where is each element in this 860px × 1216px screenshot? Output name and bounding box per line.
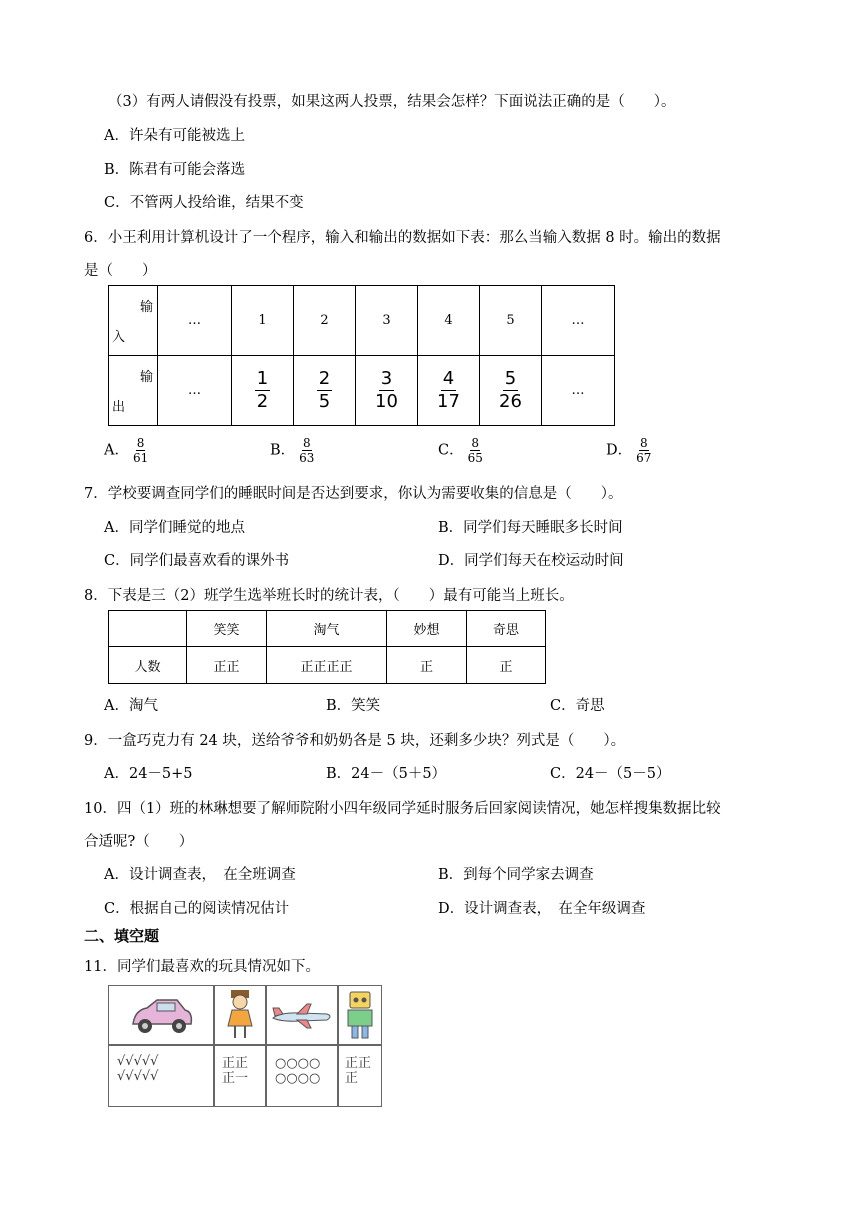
q6-row1-label: 输 入	[109, 286, 158, 356]
q8-vote-table	[108, 610, 546, 684]
q11-marks-doll: 正正 正一	[222, 1056, 249, 1086]
q6-option-c: C． $\frac{8}{65}$	[438, 436, 483, 465]
q5-3-option-c: C．不管两人投给谁，结果不变	[104, 195, 304, 211]
q8-stem: 8．下表是三（2）班学生选举班长时的统计表，（ ）最有可能当上班长。	[84, 588, 574, 604]
q7-option-d: D．同学们每天在校运动时间	[438, 553, 624, 569]
q6-input-5: 5	[480, 286, 542, 356]
q8-tally-xiaoxiao: 正正	[187, 647, 267, 684]
q8-tally-taoqi: 正正正正	[267, 647, 387, 684]
q5-3-option-a: A．许朵有可能被选上	[104, 128, 245, 144]
q6-input-2: 2	[294, 286, 356, 356]
q9-stem: 9．一盒巧克力有 24 块，送给爷爷和奶奶各是 5 块，还剩多少块？列式是（ ）。	[84, 733, 626, 749]
q6-stem-line2: 是（ ）	[84, 263, 157, 279]
q6-output-3: $\frac{3}{10}$	[356, 356, 418, 426]
q8-header-miaoxiang: 妙想	[387, 611, 467, 647]
q8-header-taoqi: 淘气	[267, 611, 387, 647]
q7-option-a: A．同学们睡觉的地点	[104, 520, 245, 536]
q8-row-label: 人数	[109, 647, 187, 684]
q6-input-ellipsis-right: …	[542, 286, 615, 356]
q6-input-4: 4	[418, 286, 480, 356]
q11-marks-robot: 正正 正	[345, 1056, 372, 1086]
q11-toy-table	[108, 985, 382, 1107]
q8-header-xiaoxiao: 笑笑	[187, 611, 267, 647]
q6-option-d: D． $\frac{8}{67}$	[606, 436, 652, 465]
q8-option-b: B．笑笑	[326, 698, 381, 714]
doll-icon	[223, 988, 257, 1046]
q7-option-c: C．同学们最喜欢看的课外书	[104, 553, 290, 569]
q6-row2-label: 输 出	[109, 356, 158, 426]
q8-option-c: C．奇思	[550, 698, 605, 714]
q8-tally-qisi: 正	[467, 647, 546, 684]
q6-option-b: B． $\frac{8}{63}$	[270, 436, 315, 465]
q7-stem: 7．学校要调查同学们的睡眠时间是否达到要求，你认为需要收集的信息是（ ）。	[84, 486, 623, 502]
q6-output-ellipsis-left: …	[158, 356, 232, 426]
q6-output-ellipsis-right: …	[542, 356, 615, 426]
q10-stem-line2: 合适呢?（ ）	[84, 834, 194, 850]
q6-input-3: 3	[356, 286, 418, 356]
q11-marks-airplane: ○○○○ ○○○○	[275, 1056, 321, 1086]
q9-option-a: A．24－5+5	[104, 766, 193, 782]
car-icon	[127, 996, 197, 1040]
q10-option-d: D．设计调查表， 在全年级调查	[438, 901, 646, 917]
q6-io-table	[108, 285, 615, 426]
q6-input-1: 1	[232, 286, 294, 356]
q6-option-a: A． $\frac{8}{61}$	[104, 436, 149, 465]
q10-option-b: B．到每个同学家去调查	[438, 867, 594, 883]
q5-3-stem: （3）有两人请假没有投票，如果这两人投票，结果会怎样？下面说法正确的是（ ）。	[108, 94, 676, 110]
q6-stem-line1: 6．小王利用计算机设计了一个程序，输入和输出的数据如下表：那么当输入数据 8 时。输出的数据	[84, 230, 721, 246]
q11-marks-car: √√√√√ √√√√√	[117, 1054, 159, 1084]
q10-option-a: A．设计调查表， 在全班调查	[104, 867, 296, 883]
q6-output-5: $\frac{5}{26}$	[480, 356, 542, 426]
q8-header-blank	[109, 611, 187, 647]
q6-output-1: $\frac{1}{2}$	[232, 356, 294, 426]
q6-output-2: $\frac{2}{5}$	[294, 356, 356, 426]
q10-stem-line1: 10．四（1）班的林琳想要了解师院附小四年级同学延时服务后回家阅读情况，她怎样搜集数据比较	[84, 801, 721, 817]
q9-option-c: C．24－（5－5）	[550, 766, 671, 782]
q10-option-c: C．根据自己的阅读情况估计	[104, 901, 290, 917]
section-title: 二、填空题	[84, 927, 160, 945]
q8-header-qisi: 奇思	[467, 611, 546, 647]
q9-option-b: B．24－（5＋5）	[326, 766, 447, 782]
q5-3-option-b: B．陈君有可能会落选	[104, 162, 246, 178]
q11-stem: 11．同学们最喜欢的玩具情况如下。	[84, 959, 320, 975]
q7-option-b: B．同学们每天睡眠多长时间	[438, 520, 623, 536]
airplane-icon	[271, 1002, 333, 1034]
q8-tally-miaoxiang: 正	[387, 647, 467, 684]
robot-icon	[343, 990, 377, 1044]
q6-output-4: $\frac{4}{17}$	[418, 356, 480, 426]
q6-input-ellipsis-left: …	[158, 286, 232, 356]
q8-option-a: A．淘气	[104, 698, 158, 714]
